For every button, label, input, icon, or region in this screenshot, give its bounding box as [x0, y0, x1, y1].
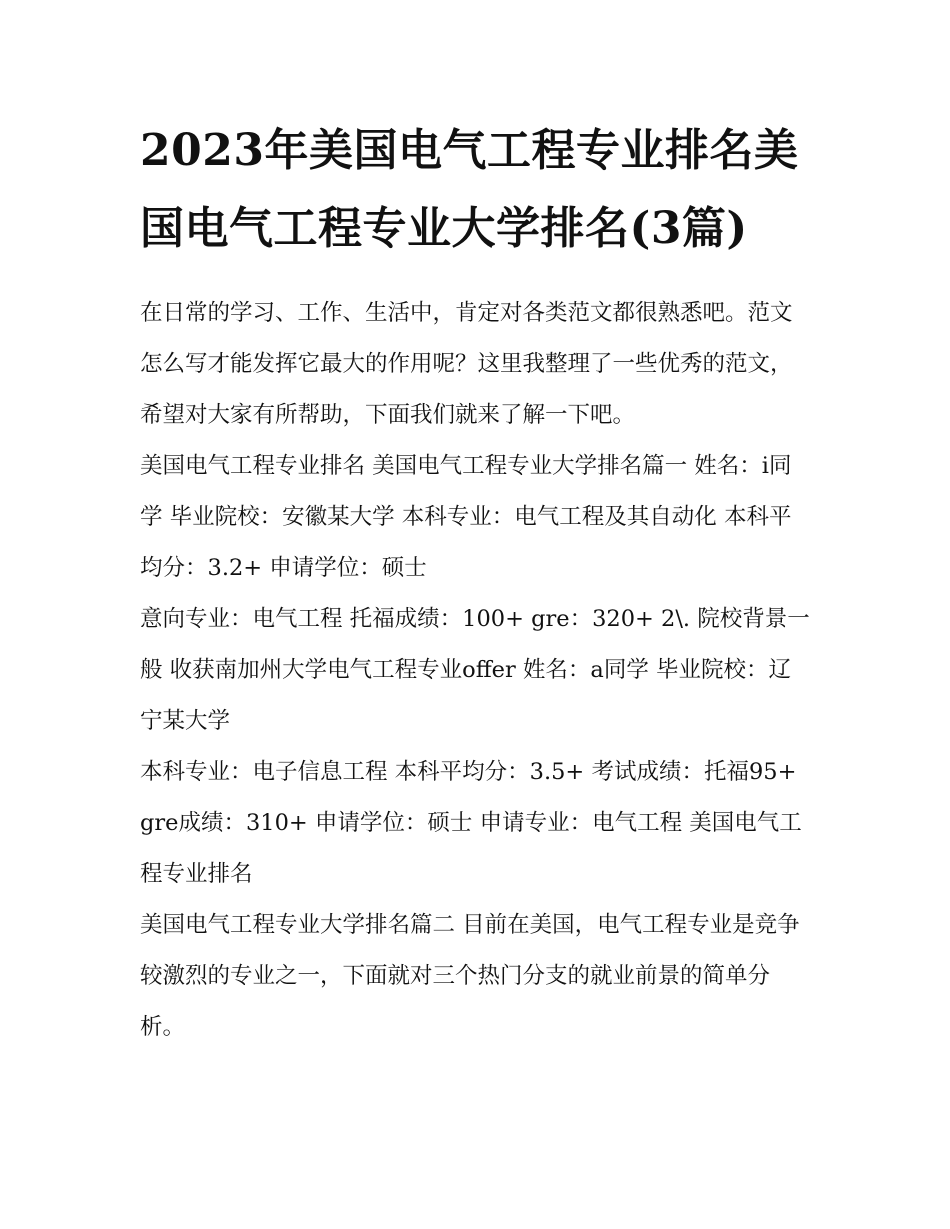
document-body [140, 112, 812, 1053]
paragraph-intro: 在日常的学习、工作、生活中，肯定对各类范文都很熟悉吧。范文怎么写才能发挥它最大的作用呢？这里我整理了一些优秀的范文，希望对大家有所帮助，下面我们就来了解一下吧。 [140, 300, 793, 428]
paragraph-case-one-continued: 意向专业：电气工程 托福成绩：100+ gre：320+ 2\. 院校背景一般 收获南加州大学电气工程专业offer 姓名：a同学 毕业院校：辽宁某大学 [140, 606, 810, 734]
document-title: 2023年美国电气工程专业排名美国电气工程专业大学排名(3篇) [140, 125, 799, 254]
paragraph-case-one: 美国电气工程专业排名 美国电气工程专业大学排名篇一 姓名：i同学 毕业院校：安徽某大学 本科专业：电气工程及其自动化 本科平均分：3.2+ 申请学位：硕士 [140, 453, 792, 581]
paragraph-article-two: 美国电气工程专业大学排名篇二 目前在美国，电气工程专业是竞争较激烈的专业之一，下面就对三个热门分支的就业前景的简单分析。 [140, 912, 800, 1040]
paragraph-case-two: 本科专业：电子信息工程 本科平均分：3.5+ 考试成绩：托福95+ gre成绩：310+ 申请学位：硕士 申请专业：电气工程 美国电气工程专业排名 [140, 759, 802, 887]
paragraph-list [140, 288, 812, 1053]
